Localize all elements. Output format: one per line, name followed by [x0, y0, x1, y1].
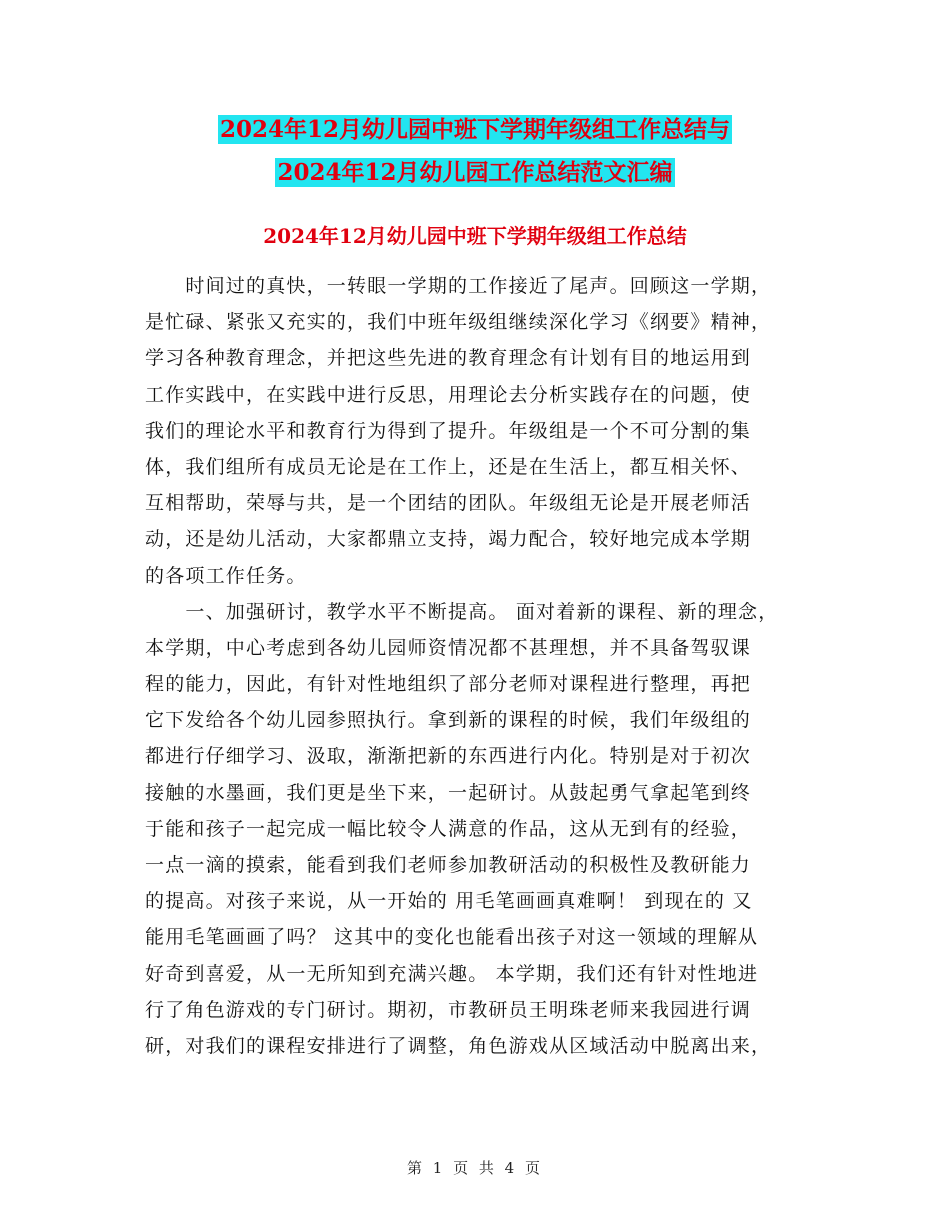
- body-line: 一、加强研讨，教学水平不断提高。 面对着新的课程、新的理念，: [145, 600, 779, 623]
- body-line: 研，对我们的课程安排进行了调整，角色游戏从区域活动中脱离出来，: [145, 1034, 772, 1057]
- body-line: 是忙碌、紧张又充实的，我们中班年级组继续深化学习《纲要》精神，: [145, 311, 772, 334]
- body-line: 行了角色游戏的专门研讨。期初，市教研员王明珠老师来我园进行调: [145, 998, 752, 1021]
- document-title-line-1-text: 2024年12月幼儿园中班下学期年级组工作总结与: [219, 116, 731, 143]
- body-line: 都进行仔细学习、汲取，渐渐把新的东西进行内化。特别是对于初次: [145, 745, 752, 768]
- body-line: 本学期，中心考虑到各幼儿园师资情况都不甚理想，并不具备驾驭课: [145, 636, 752, 659]
- body-line: 的提高。对孩子来说，从一开始的 用毛笔画画真难啊！ 到现在的 又: [145, 890, 753, 913]
- body-line: 程的能力，因此，有针对性地组织了部分老师对课程进行整理，再把: [145, 673, 752, 696]
- section-title: 2024年12月幼儿园中班下学期年级组工作总结: [263, 224, 687, 248]
- body-line: 时间过的真快，一转眼一学期的工作接近了尾声。回顾这一学期，: [145, 275, 772, 297]
- body-line: 接触的水墨画，我们更是坐下来，一起研讨。从鼓起勇气拿起笔到终: [145, 781, 752, 804]
- body-line: 互相帮助，荣辱与共，是一个团结的团队。年级组无论是开展老师活: [145, 492, 752, 515]
- body-line: 能用毛笔画画了吗？ 这其中的变化也能看出孩子对这一领域的理解从: [145, 926, 759, 949]
- body-line: 我们的理论水平和教育行为得到了提升。年级组是一个不可分割的集: [145, 419, 752, 442]
- body-line: 学习各种教育理念，并把这些先进的教育理念有计划有目的地运用到: [145, 347, 752, 370]
- body-line: 一点一滴的摸索，能看到我们老师参加教研活动的积极性及教研能力: [145, 854, 752, 876]
- document-title-line-2: [0, 156, 950, 190]
- body-line: 工作实践中，在实践中进行反思，用理论去分析实践存在的问题，使: [145, 383, 752, 406]
- body-line: 它下发给各个幼儿园参照执行。拿到新的课程的时候，我们年级组的: [145, 709, 752, 732]
- body-line: 的各项工作任务。: [145, 564, 307, 587]
- body-line: 于能和孩子一起完成一幅比较令人满意的作品，这从无到有的经验，: [145, 817, 752, 840]
- body-text: [145, 268, 825, 1064]
- page-footer: 第 1 页 共 4 页: [407, 1159, 543, 1177]
- document-title-line-1: [0, 113, 950, 147]
- body-line: 体，我们组所有成员无论是在工作上，还是在生活上，都互相关怀、: [145, 455, 752, 478]
- body-line: 好奇到喜爱，从一无所知到充满兴趣。 本学期，我们还有针对性地进: [145, 962, 759, 985]
- body-line: 动，还是幼儿活动，大家都鼎立支持，竭力配合，较好地完成本学期: [145, 528, 752, 551]
- document-title-line-2-text: 2024年12月幼儿园工作总结范文汇编: [277, 159, 673, 186]
